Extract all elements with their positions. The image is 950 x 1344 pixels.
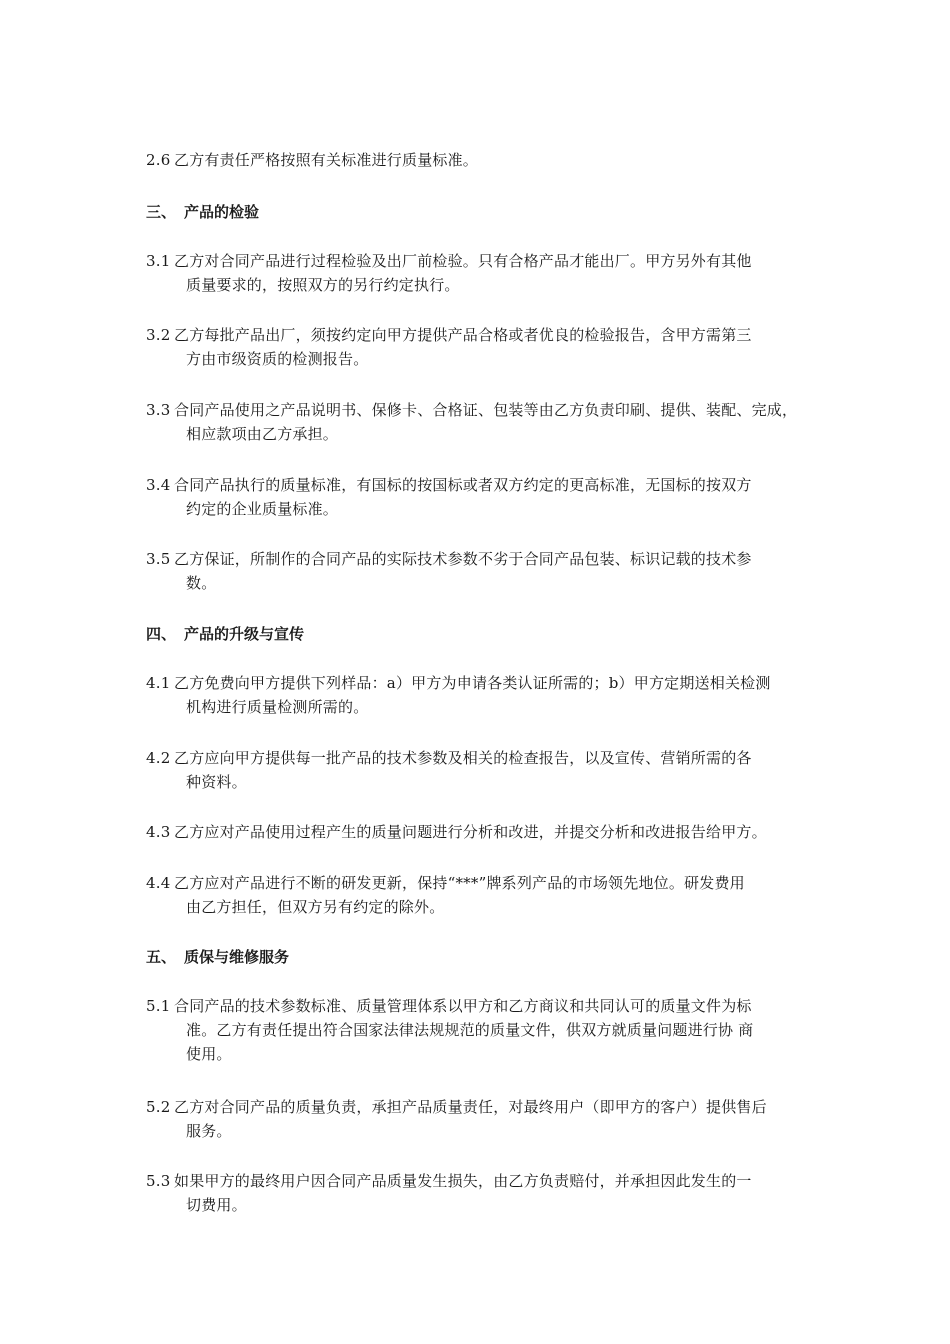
clause-text: 乙方对合同产品进行过程检验及出厂前检验。只有合格产品才能出厂。甲方另外有其他 (174, 252, 752, 270)
clause-text: 乙方保证，所制作的合同产品的实际技术参数不劣于合同产品包装、标识记载的技术参 (174, 550, 752, 568)
clause-text-continued: 由乙方担任，但双方另有约定的除外。 (186, 898, 445, 916)
clause-2-6 (146, 148, 818, 172)
section-heading-5 (146, 945, 289, 969)
clause-5-2 (146, 1095, 818, 1143)
clause-number: 2.6 (146, 151, 171, 169)
clause-text-continued: 使用。 (186, 1045, 232, 1063)
clause-number: 5.3 (146, 1172, 171, 1190)
section-title: 质保与维修服务 (184, 948, 290, 966)
section-heading-4 (146, 622, 304, 646)
clause-number: 5.2 (146, 1098, 171, 1116)
section-heading-3 (146, 200, 259, 224)
clause-text-continued: 切费用。 (186, 1196, 247, 1214)
clause-3-2 (146, 323, 818, 371)
section-number: 五、 (146, 948, 177, 966)
clause-text-continued: 数。 (186, 574, 217, 592)
section-title: 产品的升级与宣传 (184, 625, 305, 643)
clause-text: 如果甲方的最终用户因合同产品质量发生损失，由乙方负责赔付，并承担因此发生的一 (174, 1172, 752, 1190)
clause-4-2 (146, 746, 818, 794)
section-number: 三、 (146, 203, 177, 221)
clause-number: 4.4 (146, 874, 171, 892)
clause-text: 乙方对合同产品的质量负责，承担产品质量责任，对最终用户（即甲方的客户）提供售后 (174, 1098, 767, 1116)
section-title: 产品的检验 (184, 203, 260, 221)
clause-text-continued: 约定的企业质量标准。 (186, 500, 339, 518)
clause-text-continued: 服务。 (186, 1122, 232, 1140)
clause-text-continued: 准。乙方有责任提出符合国家法律法规规范的质量文件，供双方就质量问题进行协 商 (186, 1021, 754, 1039)
clause-text-continued: 种资料。 (186, 773, 247, 791)
clause-text: 乙方每批产品出厂，须按约定向甲方提供产品合格或者优良的检验报告，含甲方需第三 (174, 326, 752, 344)
clause-text-continued: 相应款项由乙方承担。 (186, 425, 339, 443)
clause-number: 4.3 (146, 823, 171, 841)
clause-5-1 (146, 994, 818, 1066)
clause-number: 3.1 (146, 252, 171, 270)
clause-text: 乙方免费向甲方提供下列样品：a）甲方为申请各类认证所需的；b）甲方定期送相关检测 (174, 674, 771, 692)
clause-4-4 (146, 871, 818, 919)
clause-number: 4.1 (146, 674, 171, 692)
clause-text-continued: 机构进行质量检测所需的。 (186, 698, 369, 716)
clause-4-3 (146, 820, 818, 844)
clause-text: 合同产品使用之产品说明书、保修卡、合格证、包装等由乙方负责印刷、提供、装配、完成， (174, 401, 798, 419)
clause-5-3 (146, 1169, 818, 1217)
clause-text-continued: 质量要求的，按照双方的另行约定执行。 (186, 276, 460, 294)
clause-number: 5.1 (146, 997, 171, 1015)
clause-text-continued: 方由市级资质的检测报告。 (186, 350, 369, 368)
clause-text: 合同产品执行的质量标准，有国标的按国标或者双方约定的更高标准，无国标的按双方 (174, 476, 752, 494)
section-number: 四、 (146, 625, 177, 643)
clause-number: 3.5 (146, 550, 171, 568)
clause-number: 3.2 (146, 326, 171, 344)
clause-number: 4.2 (146, 749, 171, 767)
clause-text: 乙方应向甲方提供每一批产品的技术参数及相关的检查报告，以及宣传、营销所需的各 (174, 749, 752, 767)
clause-3-4 (146, 473, 818, 521)
clause-text: 乙方应对产品使用过程产生的质量问题进行分析和改进，并提交分析和改进报告给甲方。 (174, 823, 767, 841)
clause-text: 乙方有责任严格按照有关标准进行质量标准。 (174, 151, 479, 169)
clause-number: 3.3 (146, 401, 171, 419)
clause-text: 合同产品的技术参数标准、质量管理体系以甲方和乙方商议和共同认可的质量文件为标 (174, 997, 752, 1015)
clause-text: 乙方应对产品进行不断的研发更新，保持“***”牌系列产品的市场领先地位。研发费用 (174, 874, 745, 892)
clause-3-5 (146, 547, 818, 595)
clause-4-1 (146, 671, 818, 719)
clause-3-3 (146, 398, 818, 446)
clause-3-1 (146, 249, 818, 297)
clause-number: 3.4 (146, 476, 171, 494)
